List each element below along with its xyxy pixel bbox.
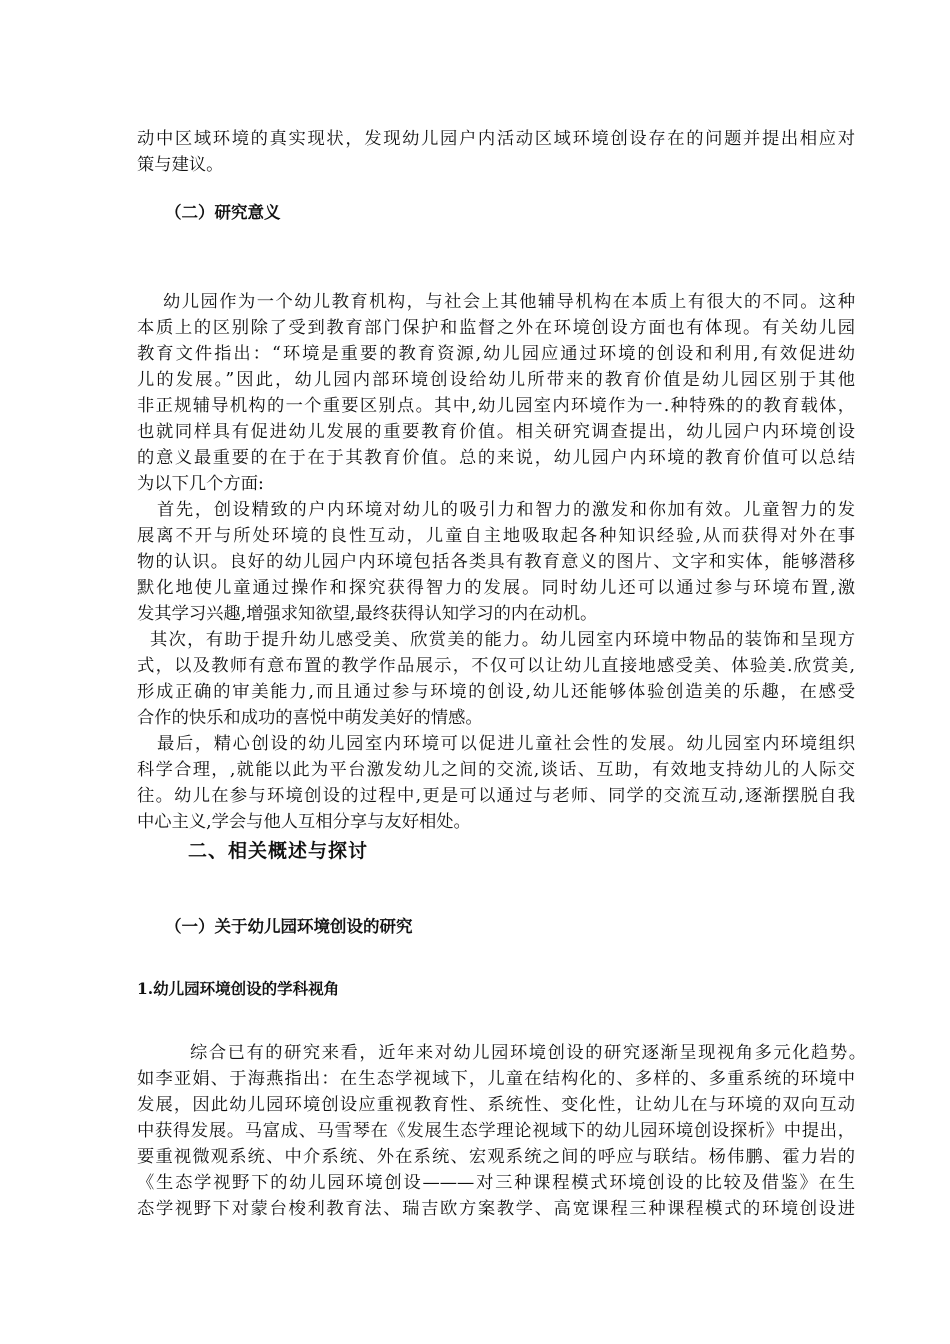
paragraph-line: 往。幼儿在参与环境创设的过程中,更是可以通过与老师、同学的交流互动,逐渐摆脱自我 [137, 786, 855, 806]
paragraph-line: 中心主义,学会与他人互相分享与友好相处。 [137, 812, 471, 832]
subsection-heading: 1.幼儿园环境创设的学科视角 [137, 979, 340, 998]
paragraph-line: 非正规辅导机构的一个重要区别点。其中,幼儿园室内环境作为一.种特殊的的教育载体， [137, 396, 855, 416]
paragraph-line: 策与建议。 [137, 155, 224, 175]
paragraph-line: 儿的发展。”因此，幼儿园内部环境创设给幼儿所带来的教育价值是幼儿园区别于其他 [137, 370, 855, 390]
paragraph-line: 默化地使儿童通过操作和探究获得智力的发展。同时幼儿还可以通过参与环境布置,激 [137, 578, 855, 598]
paragraph-line: 《生态学视野下的幼儿园环境创设———对三种课程模式环境创设的比较及借鉴》在生 [137, 1173, 855, 1193]
section-heading: （二）研究意义 [165, 203, 281, 222]
paragraph-line: 本质上的区别除了受到教育部门保护和监督之外在环境创设方面也有体现。有关幼儿园 [137, 318, 855, 338]
paragraph-line: 其次，有助于提升幼儿感受美、欣赏美的能力。幼儿园室内环境中物品的装饰和呈现方 [150, 630, 855, 650]
paragraph-line: 如李亚娟、于海燕指出：在生态学视域下，儿童在结构化的、多样的、多重系统的环境中 [137, 1069, 855, 1089]
paragraph-line: 展离不开与所处环境的良性互动，儿童自主地吸取起各种知识经验,从而获得对外在事 [137, 526, 855, 546]
paragraph-line: 合作的快乐和成功的喜悦中萌发美好的情感。 [137, 708, 483, 728]
paragraph-line: 科学合理，,就能以此为平台激发幼儿之间的交流,谈话、互助，有效地支持幼儿的人际交 [137, 760, 855, 780]
paragraph-line: 也就同样具有促进幼儿发展的重要教育价值。相关研究调查提出，幼儿园户内环境创设 [137, 422, 855, 442]
paragraph-line: 首先，创设精致的户内环境对幼儿的吸引力和智力的激发和你加有效。儿童智力的发 [157, 500, 855, 520]
paragraph-line: 幼儿园作为一个幼儿教育机构，与社会上其他辅导机构在本质上有很大的不同。这种 [163, 292, 855, 312]
paragraph-line: 发其学习兴趣,增强求知欲望,最终获得认知学习的内在动机。 [137, 604, 598, 624]
paragraph-line: 式，以及教师有意布置的教学作品展示，不仅可以让幼儿直接地感受美、体验美.欣赏美, [137, 656, 855, 676]
paragraph-line: 动中区域环境的真实现状，发现幼儿园户内活动区域环境创设存在的问题并提出相应对 [137, 129, 855, 149]
paragraph-line: 要重视微观系统、中介系统、外在系统、宏观系统之间的呼应与联结。杨伟鹏、霍力岩的 [137, 1147, 855, 1167]
section-heading: （一）关于幼儿园环境创设的研究 [165, 917, 413, 936]
paragraph-line: 发展，因此幼儿园环境创设应重视教育性、系统性、变化性，让幼儿在与环境的双向互动 [137, 1095, 855, 1115]
paragraph-line: 态学视野下对蒙台梭利教育法、瑞吉欧方案教学、高宽课程三种课程模式的环境创设进 [137, 1199, 855, 1219]
paragraph-line: 的意义最重要的在于在于其教育价值。总的来说，幼儿园户内环境的教育价值可以总结 [137, 448, 855, 468]
paragraph-line: 教育文件指出：“环境是重要的教育资源,幼儿园应通过环境的创设和利用,有效促进幼 [137, 344, 855, 364]
paragraph-line: 形成正确的审美能力,而且通过参与环境的创设,幼儿还能够体验创造美的乐趣，在感受 [137, 682, 855, 702]
paragraph-line: 最后，精心创设的幼儿园室内环境可以促进儿童社会性的发展。幼儿园室内环境组织 [157, 734, 855, 754]
paragraph-line: 为以下几个方面: [137, 474, 264, 494]
paragraph-line: 物的认识。良好的幼儿园户内环境包括各类具有教育意义的图片、文字和实体，能够潜移 [137, 552, 855, 572]
paragraph-line: 中获得发展。马富成、马雪琴在《发展生态学理论视域下的幼儿园环境创设探析》中提出， [137, 1121, 855, 1141]
paragraph-line: 综合已有的研究来看，近年来对幼儿园环境创设的研究逐渐呈现视角多元化趋势。 [190, 1043, 866, 1063]
chapter-heading: 二、相关概述与探讨 [188, 840, 369, 862]
